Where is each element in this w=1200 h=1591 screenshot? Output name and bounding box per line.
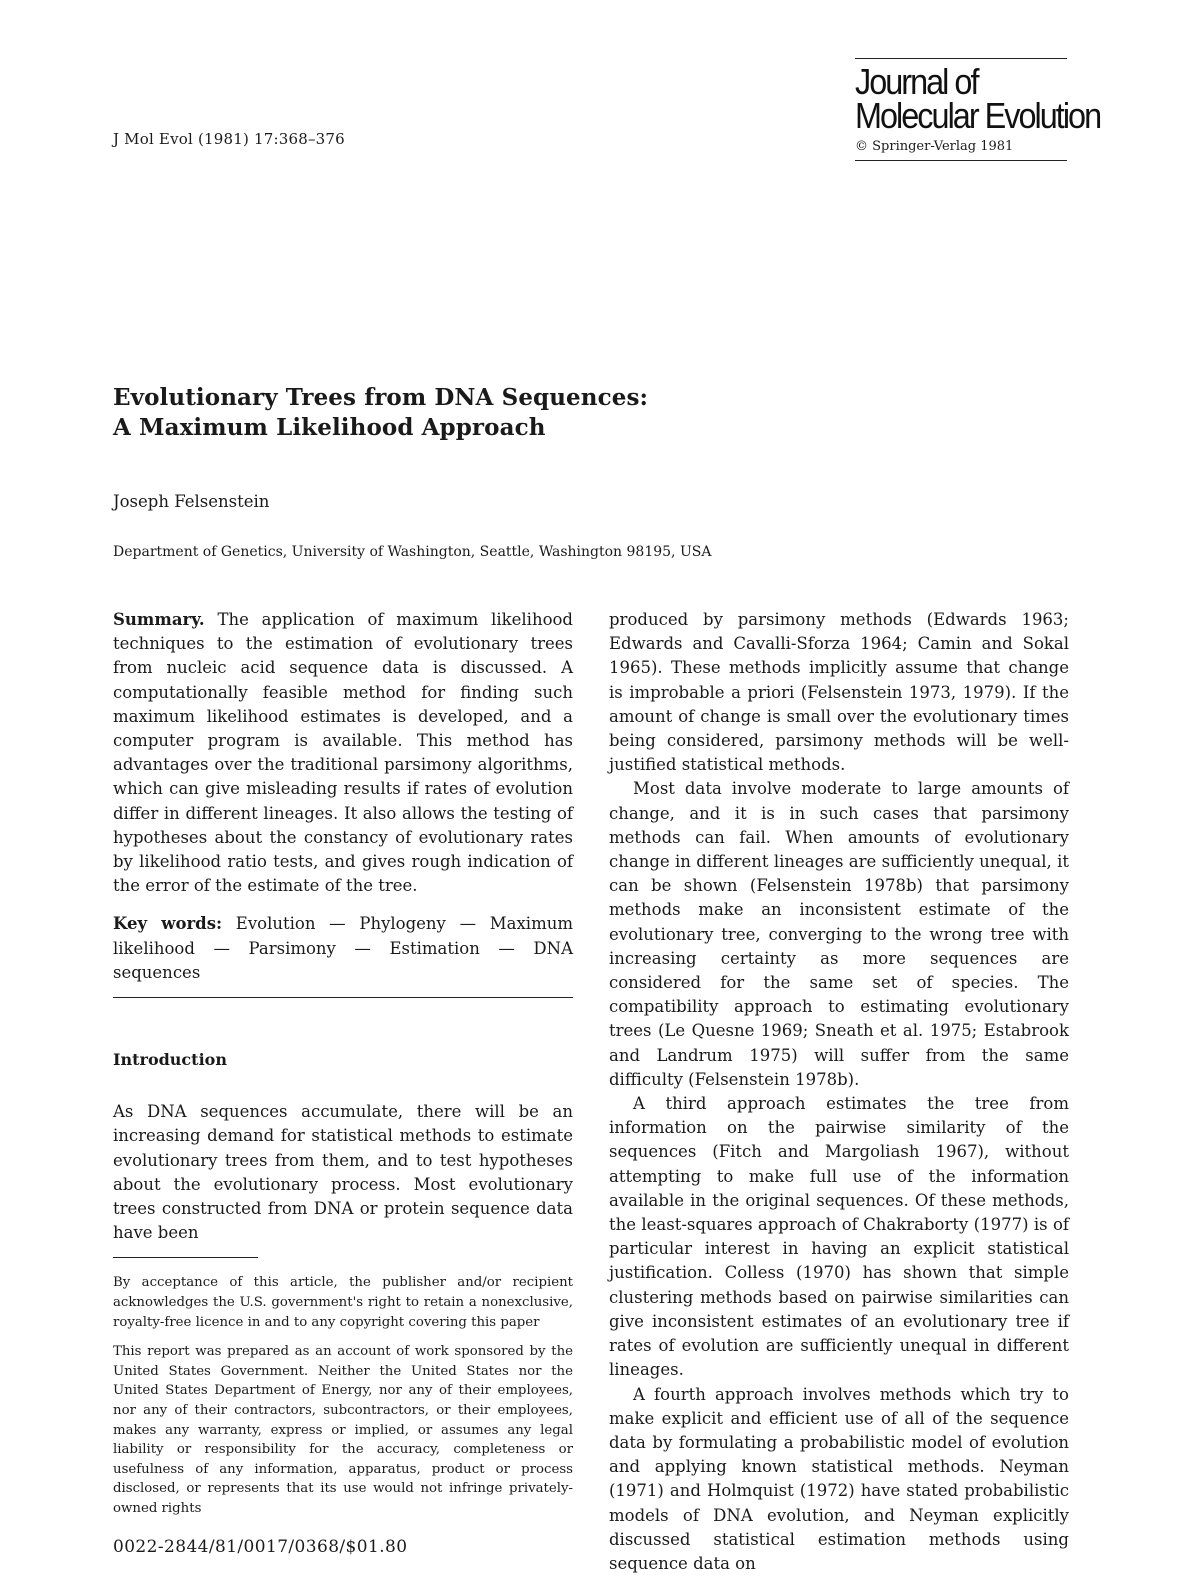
journal-masthead (855, 58, 1101, 161)
introduction-paragraph: As DNA sequences accumulate, there will be an increasing demand for statistical methods to estimate evolutionary trees from them, and to test hypotheses about the evolutionary process. Most evolutionary trees constructed from DNA or protein sequence data have been (113, 1102, 573, 1243)
journal-name-line2: Molecular Evolution (855, 95, 1101, 136)
journal-name (855, 61, 1101, 136)
footnote-disclaimer: This report was prepared as an account of work sponsored by the United States Government. Neither the United States nor the United States Department of Energy, nor any of their employees, nor any of their contractors, subcontractors, or their employees, makes any warranty, express or implied, or assumes any legal liability or responsibility for the accuracy, completeness or usefulness of any information, apparatus, product or process disclosed, or represents that its use would not infringe privately-owned rights (113, 1344, 573, 1516)
masthead-bottom-rule (855, 160, 1067, 161)
author-name: Joseph Felsenstein (113, 492, 270, 511)
keywords-text: Evolution — Phylogeny — Maximum likelihood — Parsimony — Estimation — DNA sequences (113, 914, 573, 982)
article-title-line2: A Maximum Likelihood Approach (113, 414, 546, 441)
article-title (113, 383, 713, 443)
body-paragraph: A third approach estimates the tree from information on the pairwise similarity of the sequences (Fitch and Margoliash 1967), without attempting to make full use of the information available in the original sequences. Of these methods, the least-squares approach of Chakraborty (1977) is of particular interest in having an explicit statistical justification. Colless (1970) has shown that simple clustering methods based on pairwise similarities can give inconsistent estimates of an evolutionary tree if rates of evolution are sufficiently unequal in different lineages. (609, 1094, 1069, 1380)
author-affiliation: Department of Genetics, University of Washington, Seattle, Washington 98195, USA (113, 544, 712, 560)
left-column (113, 608, 573, 1519)
keywords-label: Key words: (113, 914, 223, 934)
body-paragraph: produced by parsimony methods (Edwards 1963; Edwards and Cavalli-Sforza 1964; Camin and Sokal 1965). These methods implicitly assume that change is improbable a priori (Felsenstein 1973, 1979). If the amount of change is small over the evolutionary times being considered, parsimony methods will be well-justified statistical methods. (609, 610, 1069, 775)
masthead-top-rule (855, 58, 1067, 59)
journal-citation: J Mol Evol (1981) 17:368–376 (113, 130, 345, 148)
body-paragraph: Most data involve moderate to large amounts of change, and it is in such cases that parsimony methods can fail. When amounts of evolutionary change in different lineages are sufficiently unequal, it can be shown (Felsenstein 1978b) that parsimony methods make an inconsistent estimate of the evolutionary tree, converging to the wrong tree with increasing certainty as more sequences are considered for the same set of species. The compatibility approach to estimating evolutionary trees (Le Quesne 1969; Sneath et al. 1975; Estabrook and Landrum 1975) will suffer from the same difficulty (Felsenstein 1978b). (609, 779, 1069, 1089)
summary-label: Summary. (113, 610, 205, 629)
article-code: 0022-2844/81/0017/0368/$01.80 (113, 1537, 408, 1557)
introduction-heading: Introduction (113, 1050, 227, 1070)
article-title-line1: Evolutionary Trees from DNA Sequences: (113, 384, 649, 411)
section-divider (113, 997, 573, 998)
footnote-copyright: By acceptance of this article, the publisher and/or recipient acknowledges the U.S. government's right to retain a nonexclusive, royalty-free licence in and to any copyright covering this paper (113, 1275, 573, 1330)
journal-name-line1: Journal of (855, 61, 978, 102)
footnote-divider (113, 1257, 258, 1258)
summary-text: The application of maximum likelihood techniques to the estimation of evolutionary trees from nucleic acid sequence data is discussed. A computationally feasible method for finding such maximum likelihood estimates is developed, and a computer program is available. This method has advantages over the traditional parsimony algorithms, which can give misleading results if rates of evolution differ in different lineages. It also allows the testing of hypotheses about the constancy of evolutionary rates by likelihood ratio tests, and gives rough indication of the error of the estimate of the tree. (113, 610, 573, 896)
keywords-paragraph (113, 912, 573, 985)
publisher-copyright: © Springer-Verlag 1981 (855, 139, 1014, 154)
summary-paragraph (113, 608, 573, 898)
right-column (609, 608, 1069, 1576)
body-paragraph: A fourth approach involves methods which try to make explicit and efficient use of all of the sequence data by formulating a probabilistic model of evolution and applying known statistical methods. Neyman (1971) and Holmquist (1972) have stated probabilistic models of DNA evolution, and Neyman explicitly discussed statistical estimation methods using sequence data on (609, 1384, 1069, 1573)
